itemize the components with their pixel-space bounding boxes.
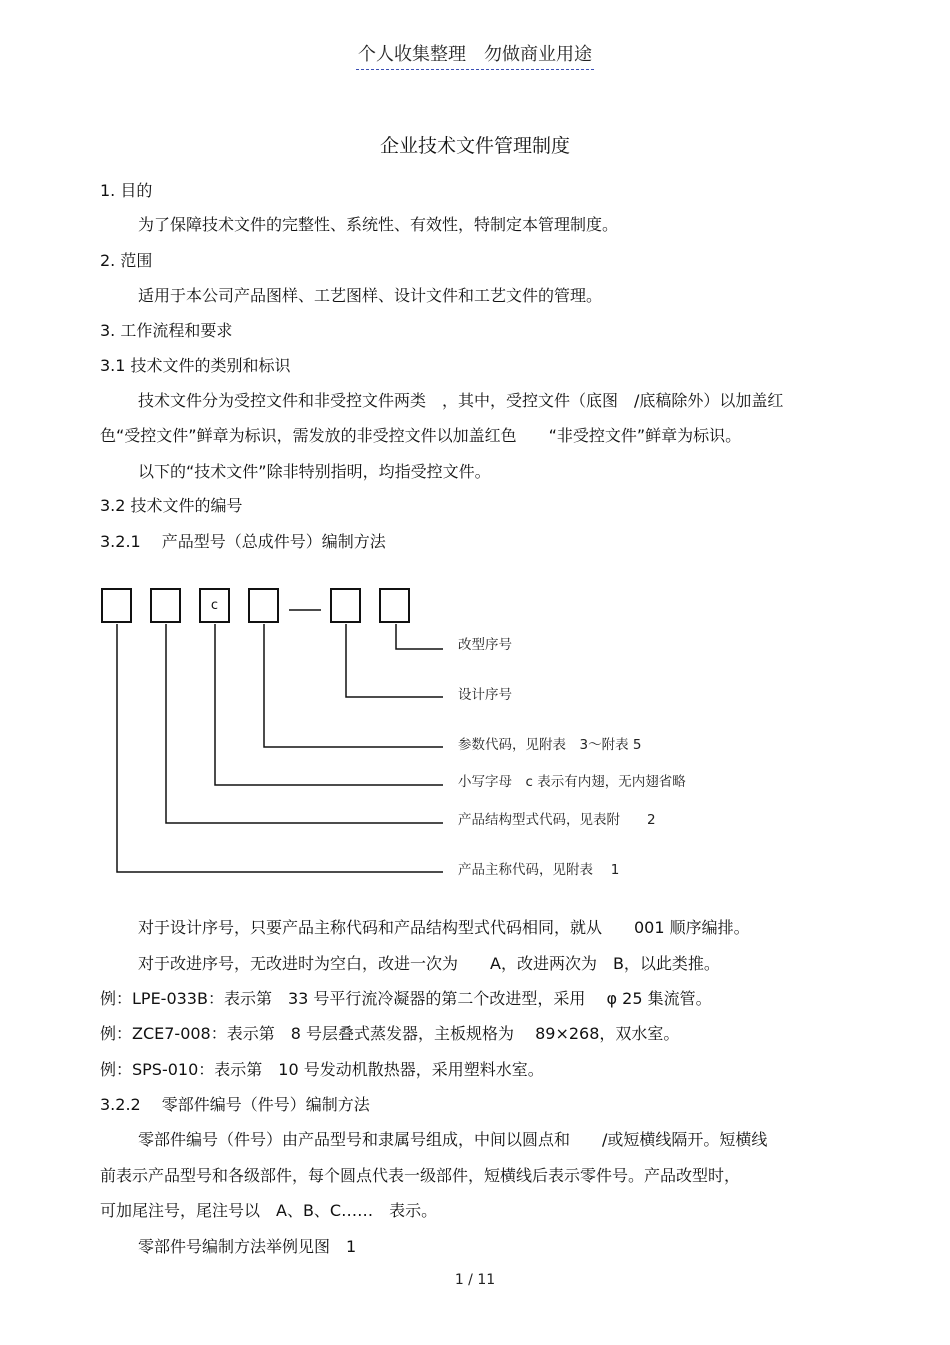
section-1-heading: 1. 目的 (100, 181, 153, 200)
connector-design-no (346, 624, 443, 697)
connector-lowercase-letter (215, 624, 443, 785)
example-1: 例：LPE-033B：表示第 33 号平行流冷凝器的第二个改进型，采用 φ 25 集流管。 (100, 989, 712, 1008)
example-2: 例：ZCE7-008：表示第 8 号层叠式蒸发器，主板规格为 89×268，双水室。 (100, 1024, 680, 1043)
code-box-6 (379, 588, 410, 623)
label-lowercase-letter: 小写字母 c 表示有内翅，无内翅省略 (458, 774, 686, 790)
section-2-body: 适用于本公司产品图样、工艺图样、设计文件和工艺文件的管理。 (138, 286, 603, 305)
page-number: 1 / 11 (454, 1272, 496, 1288)
code-box-3 (199, 588, 230, 623)
code-box-1 (101, 588, 132, 623)
code-box-4 (248, 588, 279, 623)
section-2-heading: 2. 范围 (100, 251, 153, 270)
section-3-1-line-3: 以下的“技术文件”除非特别指明，均指受控文件。 (138, 462, 491, 481)
code-box-5 (330, 588, 361, 623)
code-box-2 (150, 588, 181, 623)
section-3-2-2-line-3: 可加尾注号，尾注号以 A、B、C…… 表示。 (100, 1201, 438, 1220)
connector-structure-code (166, 624, 443, 823)
connector-modification-no (396, 624, 443, 649)
section-3-2-1-heading: 3.2.1 产品型号（总成件号）编制方法 (100, 532, 386, 551)
label-modification-no: 改型序号 (458, 637, 512, 653)
section-3-2-2-line-4: 零部件号编制方法举例见图 1 (138, 1237, 357, 1256)
label-product-name-code: 产品主称代码，见附表 1 (458, 862, 620, 878)
section-1-body: 为了保障技术文件的完整性、系统性、有效性，特制定本管理制度。 (138, 215, 619, 234)
label-parameter-code: 参数代码，见附表 3～附表 5 (458, 737, 642, 753)
label-structure-code: 产品结构型式代码，见表附 2 (458, 812, 656, 828)
connector-parameter-code (264, 624, 443, 747)
code-box-3-letter: c (210, 598, 219, 613)
modification-no-rule: 对于改进序号，无改进时为空白，改进一次为 A，改进两次为 B，以此类推。 (138, 954, 720, 973)
design-no-rule: 对于设计序号，只要产品主称代码和产品结构型式代码相同，就从 001 顺序编排。 (138, 918, 750, 937)
section-3-2-2-line-2: 前表示产品型号和各级部件，每个圆点代表一级部件，短横线后表示零件号。产品改型时， (100, 1166, 741, 1185)
document-title: 企业技术文件管理制度 (379, 135, 570, 157)
section-3-heading: 3. 工作流程和要求 (100, 321, 233, 340)
section-3-1-line-1: 技术文件分为受控文件和非受控文件两类 ，其中，受控文件（底图 /底稿除外）以加盖红 (138, 391, 784, 410)
header-text: 个人收集整理 勿做商业用途 (356, 44, 594, 70)
section-3-2-heading: 3.2 技术文件的编号 (100, 496, 243, 515)
section-3-2-2-line-1: 零部件编号（件号）由产品型号和隶属号组成，中间以圆点和 /或短横线隔开。短横线 (138, 1130, 768, 1149)
section-3-1-heading: 3.1 技术文件的类别和标识 (100, 356, 291, 375)
label-design-no: 设计序号 (458, 687, 512, 703)
example-3: 例：SPS-010：表示第 10 号发动机散热器，采用塑料水室。 (100, 1060, 544, 1079)
section-3-2-2-heading: 3.2.2 零部件编号（件号）编制方法 (100, 1095, 370, 1114)
section-3-1-line-2: 色“受控文件”鲜章为标识，需发放的非受控文件以加盖红色 “非受控文件”鲜章为标识。 (100, 426, 742, 445)
